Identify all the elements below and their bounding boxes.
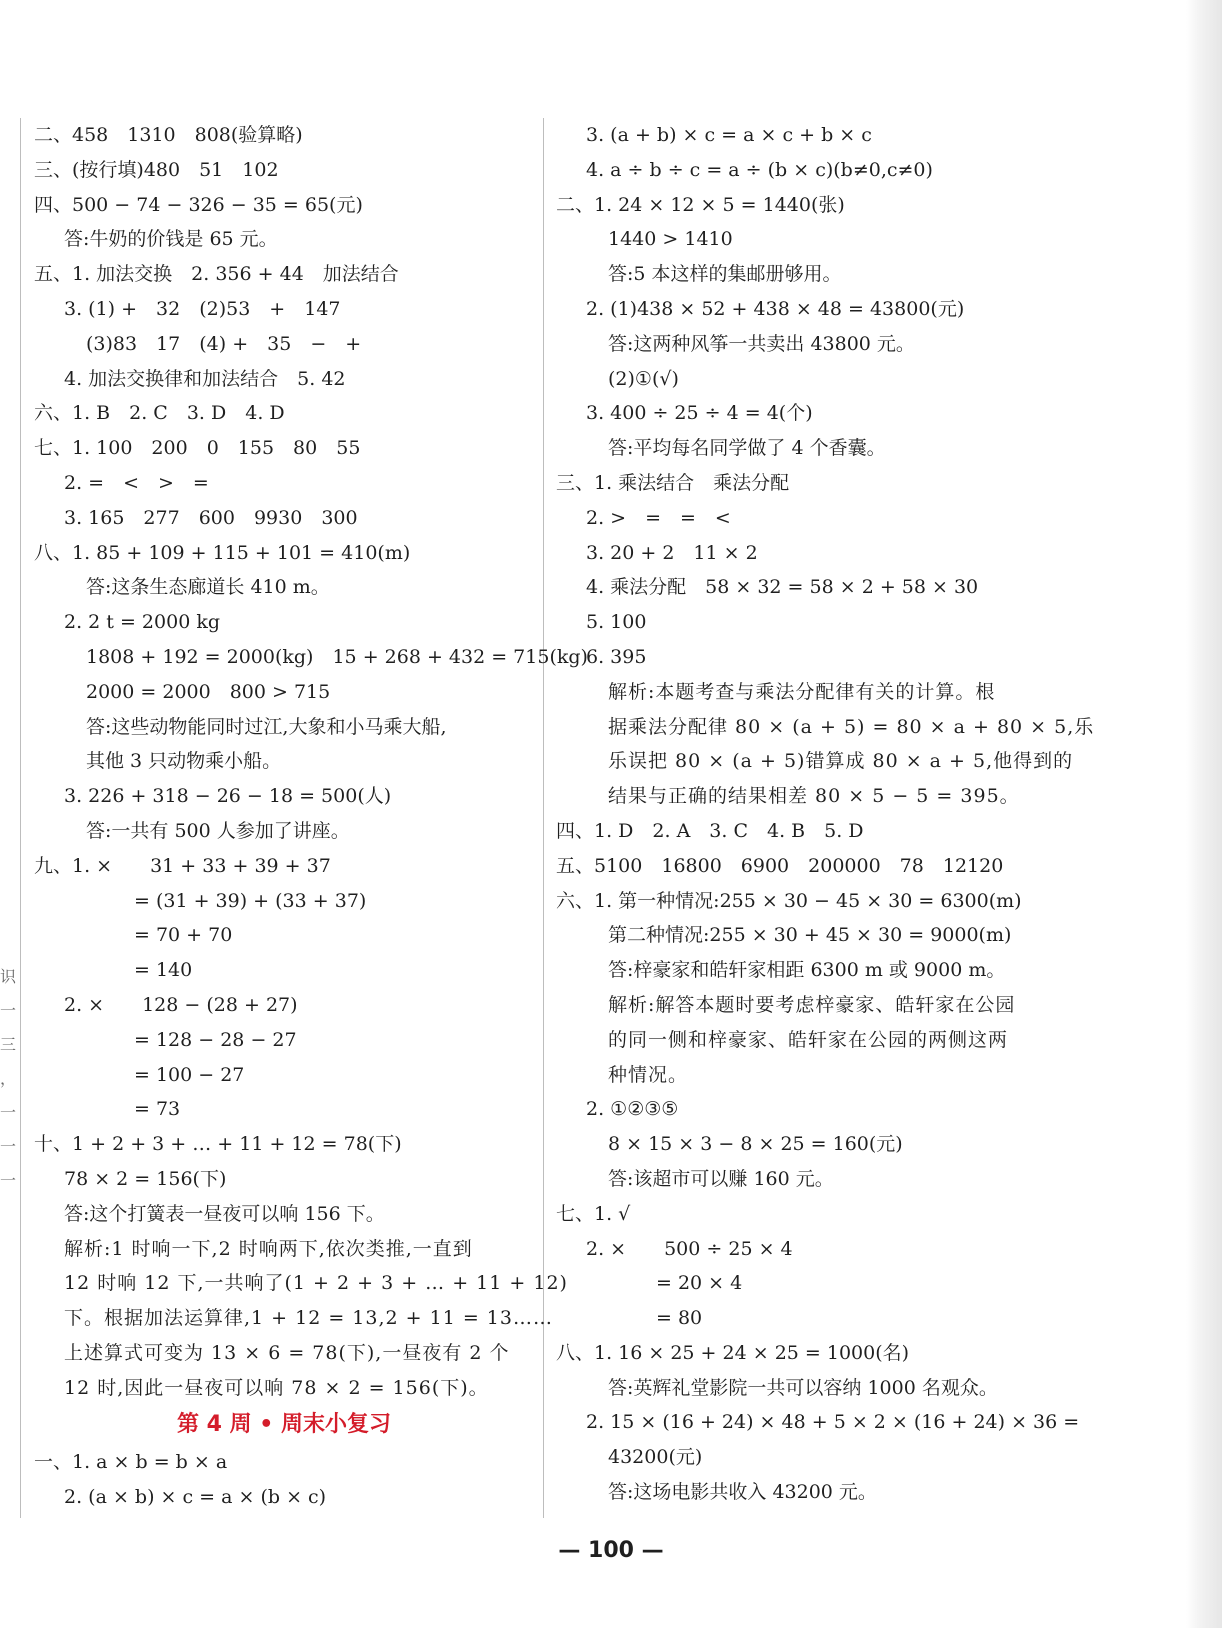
analysis-line: 解析:解答本题时要考虑梓豪家、皓轩家在公园	[608, 993, 1016, 1016]
answer-line: = 128 − 28 − 27	[134, 1028, 297, 1051]
answer-line: = 80	[656, 1307, 703, 1330]
answer-line: 答:该超市可以赚 160 元。	[608, 1167, 834, 1190]
answer-line: 2. 15 × (16 + 24) × 48 + 5 × 2 × (16 + 24) × 36 =	[586, 1411, 1080, 1434]
answer-line: 答:5 本这样的集邮册够用。	[608, 263, 842, 286]
margin-marks	[0, 960, 17, 1198]
answer-line: 答:这条生态廊道长 410 m。	[86, 576, 330, 599]
answer-line: 4. 乘法分配 58 × 32 = 58 × 2 + 58 × 30	[586, 576, 979, 599]
answer-line: = 140	[134, 959, 193, 982]
answer-line: 答:这场电影共收入 43200 元。	[608, 1481, 877, 1504]
answer-line: 1808 + 192 = 2000(kg) 15 + 268 + 432 = 715(kg)	[86, 645, 588, 668]
analysis-line: 种情况。	[608, 1063, 689, 1086]
answer-line: 答:这些动物能同时过江,大象和小马乘大船,	[86, 715, 447, 738]
answer-line: 3. 165 277 600 9930 300	[64, 506, 358, 529]
answer-line: 4. a ÷ b ÷ c = a ÷ (b × c)(b≠0,c≠0)	[586, 158, 933, 181]
answer-line: 三、(按行填)480 51 102	[34, 158, 279, 181]
margin-mark: 一	[0, 1137, 17, 1156]
answer-line: 八、1. 85 + 109 + 115 + 101 = 410(m)	[34, 541, 411, 564]
answer-line: 6. 395	[586, 645, 647, 668]
answer-line: 3. 400 ÷ 25 ÷ 4 = 4(个)	[586, 402, 813, 425]
answer-line: 2. = < > =	[64, 471, 209, 494]
answer-line: 一、1. a × b = b × a	[34, 1451, 228, 1474]
margin-mark: 一	[0, 1171, 17, 1190]
answer-line: 2. × 500 ÷ 25 × 4	[586, 1237, 793, 1260]
answer-line: 4. 加法交换律和加法结合 5. 42	[64, 367, 346, 390]
answer-line: 2000 = 2000 800 > 715	[86, 680, 331, 703]
answer-line: 3. 226 + 318 − 26 − 18 = 500(人)	[64, 785, 392, 808]
answer-line: = 100 − 27	[134, 1063, 245, 1086]
answer-line: 六、1. 第一种情况:255 × 30 − 45 × 30 = 6300(m)	[556, 889, 1022, 912]
answer-line: 3. (1) + 32 (2)53 + 147	[64, 297, 341, 320]
page-number: — 100 —	[558, 1538, 664, 1563]
answer-line: 答:一共有 500 人参加了讲座。	[86, 819, 350, 842]
answer-line: 七、1. 100 200 0 155 80 55	[34, 437, 361, 460]
answer-line: 答:梓豪家和皓轩家相距 6300 m 或 9000 m。	[608, 959, 1006, 982]
answer-line: 2. × 128 − (28 + 27)	[64, 993, 298, 1016]
analysis-line: 下。根据加法运算律,1 + 12 = 13,2 + 11 = 13……	[64, 1307, 553, 1330]
answer-line: 答:英辉礼堂影院一共可以容纳 1000 名观众。	[608, 1376, 998, 1399]
week-review-title: 第 4 周 • 周末小复习	[176, 1412, 391, 1438]
answer-line: 五、5100 16800 6900 200000 78 12120	[556, 854, 1004, 877]
left-rule	[20, 118, 21, 1518]
answer-line: 二、458 1310 808(验算略)	[34, 124, 303, 146]
answer-line: (3)83 17 (4) + 35 − +	[86, 332, 362, 355]
margin-mark: 一	[0, 1001, 17, 1020]
answer-line: (2)①(√)	[608, 367, 679, 390]
analysis-line: 12 时,因此一昼夜可以响 78 × 2 = 156(下)。	[64, 1376, 489, 1399]
analysis-line: 上述算式可变为 13 × 6 = 78(下),一昼夜有 2 个	[64, 1341, 510, 1364]
answer-line: 二、1. 24 × 12 × 5 = 1440(张)	[556, 193, 845, 216]
right-column	[556, 118, 1095, 1510]
analysis-line: 解析:本题考查与乘法分配律有关的计算。根	[608, 680, 996, 703]
answer-line: 九、1. × 31 + 33 + 39 + 37	[34, 854, 331, 877]
answer-line: 3. (a + b) × c = a × c + b × c	[586, 124, 872, 146]
margin-mark: 识	[0, 967, 17, 986]
answer-line: 答:这两种风筝一共卖出 43800 元。	[608, 332, 915, 355]
answer-line: 第二种情况:255 × 30 + 45 × 30 = 9000(m)	[608, 924, 1012, 947]
answer-line: = (31 + 39) + (33 + 37)	[134, 889, 367, 912]
answer-line: 三、1. 乘法结合 乘法分配	[556, 471, 790, 494]
answer-line: 2. (a × b) × c = a × (b × c)	[64, 1486, 327, 1509]
answer-line: 八、1. 16 × 25 + 24 × 25 = 1000(名)	[556, 1341, 910, 1364]
margin-mark: 一	[0, 1103, 17, 1122]
answer-line: 四、500 − 74 − 326 − 35 = 65(元)	[34, 193, 363, 216]
answer-line: = 70 + 70	[134, 924, 233, 947]
answer-line: 2. ①②③⑤	[586, 1098, 679, 1121]
left-column	[34, 118, 588, 1515]
answer-line: 2. (1)438 × 52 + 438 × 48 = 43800(元)	[586, 297, 965, 320]
answer-line: 43200(元)	[608, 1446, 703, 1469]
page-edge	[1186, 0, 1222, 1628]
answer-line: 2. 2 t = 2000 kg	[64, 611, 220, 634]
analysis-line: 结果与正确的结果相差 80 × 5 − 5 = 395。	[608, 785, 1020, 808]
answer-line: 78 × 2 = 156(下)	[64, 1167, 227, 1190]
analysis-line: 乐误把 80 × (a + 5)错算成 80 × a + 5,他得到的	[608, 750, 1074, 773]
analysis-line: 的同一侧和梓豪家、皓轩家在公园的两侧这两	[608, 1028, 1009, 1051]
answer-line: = 73	[134, 1098, 181, 1121]
answer-line: = 20 × 4	[656, 1272, 743, 1295]
margin-mark: ，	[0, 1069, 17, 1088]
margin-mark: 三	[0, 1035, 17, 1054]
analysis-line: 据乘法分配律 80 × (a + 5) = 80 × a + 80 × 5,乐	[608, 715, 1095, 738]
analysis-line: 解析:1 时响一下,2 时响两下,依次类推,一直到	[64, 1237, 473, 1260]
answer-line: 3. 20 + 2 11 × 2	[586, 541, 758, 564]
answer-line: 六、1. B 2. C 3. D 4. D	[34, 402, 285, 425]
answer-line: 2. > = = <	[586, 506, 731, 529]
answer-line: 四、1. D 2. A 3. C 4. B 5. D	[556, 819, 864, 842]
answer-line: 十、1 + 2 + 3 + … + 11 + 12 = 78(下)	[34, 1133, 402, 1156]
answer-line: 答:牛奶的价钱是 65 元。	[64, 228, 278, 251]
answer-line: 答:这个打簧表一昼夜可以响 156 下。	[64, 1202, 385, 1225]
answer-line: 七、1. √	[556, 1202, 631, 1225]
answer-line: 5. 100	[586, 611, 647, 634]
answer-line: 8 × 15 × 3 − 8 × 25 = 160(元)	[608, 1133, 903, 1156]
answer-line: 其他 3 只动物乘小船。	[86, 750, 282, 773]
answer-line: 答:平均每名同学做了 4 个香囊。	[608, 437, 886, 460]
answer-line: 1440 > 1410	[608, 228, 733, 251]
analysis-line: 12 时响 12 下,一共响了(1 + 2 + 3 + … + 11 + 12)	[64, 1272, 568, 1295]
answer-line: 五、1. 加法交换 2. 356 + 44 加法结合	[34, 263, 399, 286]
